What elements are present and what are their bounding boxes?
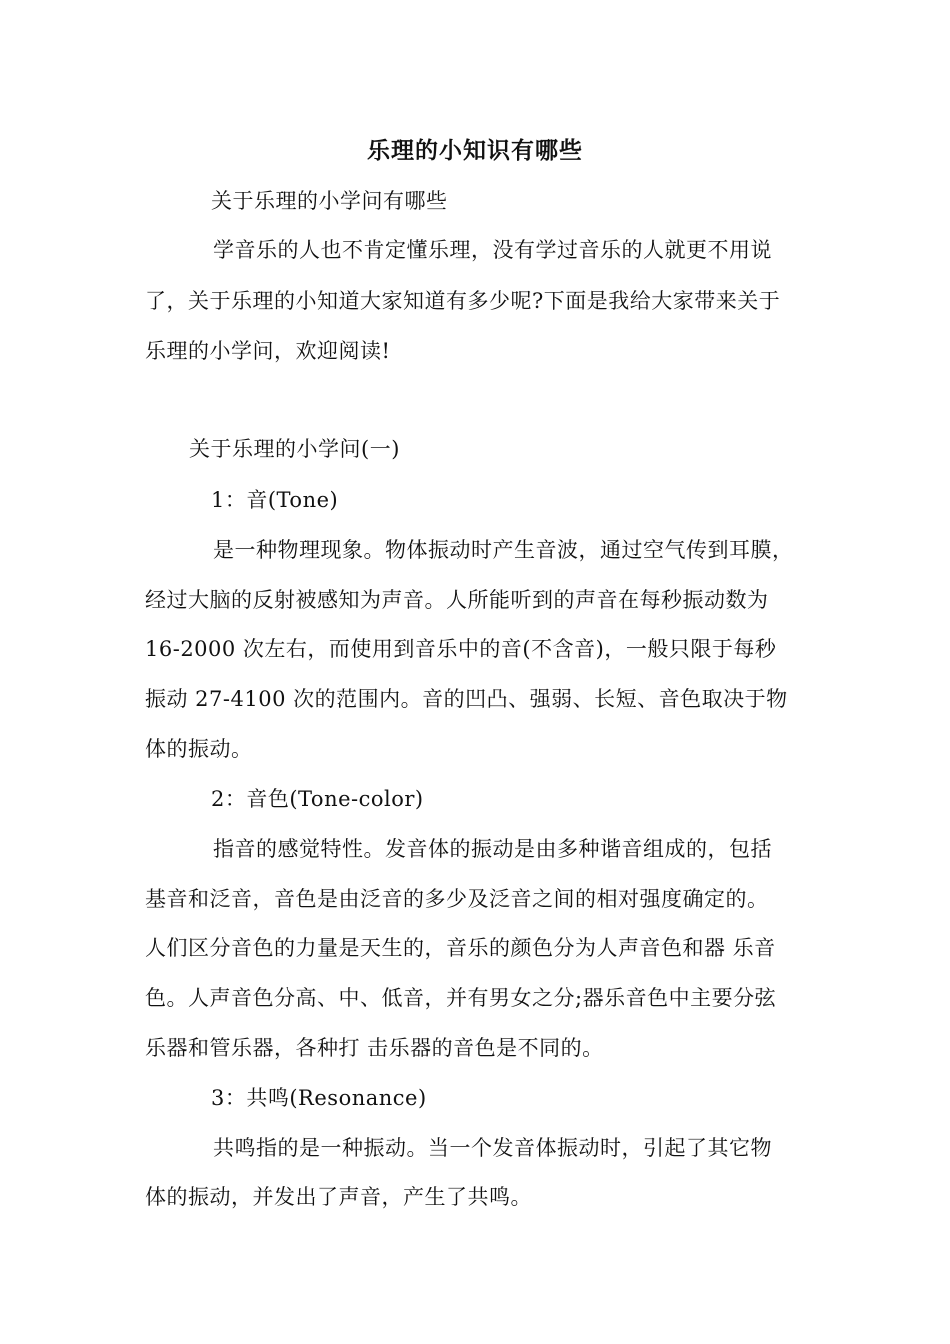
paragraph-line: 人们区分音色的力量是天生的，音乐的颜色分为人声音色和器 乐音: [145, 936, 776, 960]
paragraph-line: 共鸣指的是一种振动。当一个发音体振动时，引起了其它物: [213, 1136, 772, 1160]
item-heading: 1：音(Tone): [211, 488, 339, 512]
paragraph-line: 乐器和管乐器，各种打 击乐器的音色是不同的。: [145, 1036, 604, 1060]
document-title: 乐理的小知识有哪些: [367, 137, 583, 164]
intro-line: 学音乐的人也不肯定懂乐理，没有学过音乐的人就更不用说: [213, 238, 772, 262]
section-heading: 关于乐理的小学问(一): [189, 437, 400, 461]
paragraph-line: 指音的感觉特性。发音体的振动是由多种谐音组成的，包括: [213, 837, 772, 861]
paragraph-line: 振动 27-4100 次的范围内。音的凹凸、强弱、长短、音色取决于物: [145, 687, 788, 711]
paragraph-line: 色。人声音色分高、中、低音，并有男女之分;器乐音色中主要分弦: [145, 986, 777, 1010]
paragraph-line: 是一种物理现象。物体振动时产生音波，通过空气传到耳膜，: [213, 538, 794, 562]
item-heading: 3：共鸣(Resonance): [211, 1086, 427, 1110]
subtitle: 关于乐理的小学问有哪些: [211, 189, 448, 213]
paragraph-line: 16-2000 次左右，而使用到音乐中的音(不含音)，一般只限于每秒: [145, 637, 777, 661]
item-heading: 2：音色(Tone-color): [211, 787, 424, 811]
paragraph-line: 体的振动，并发出了声音，产生了共鸣。: [145, 1185, 532, 1209]
intro-line: 了，关于乐理的小知道大家知道有多少呢?下面是我给大家带来关于: [145, 289, 781, 313]
paragraph-line: 基音和泛音，音色是由泛音的多少及泛音之间的相对强度确定的。: [145, 887, 769, 911]
intro-line: 乐理的小学问，欢迎阅读!: [145, 339, 391, 363]
paragraph-line: 经过大脑的反射被感知为声音。人所能听到的声音在每秒振动数为: [145, 588, 769, 612]
paragraph-line: 体的振动。: [145, 737, 253, 761]
